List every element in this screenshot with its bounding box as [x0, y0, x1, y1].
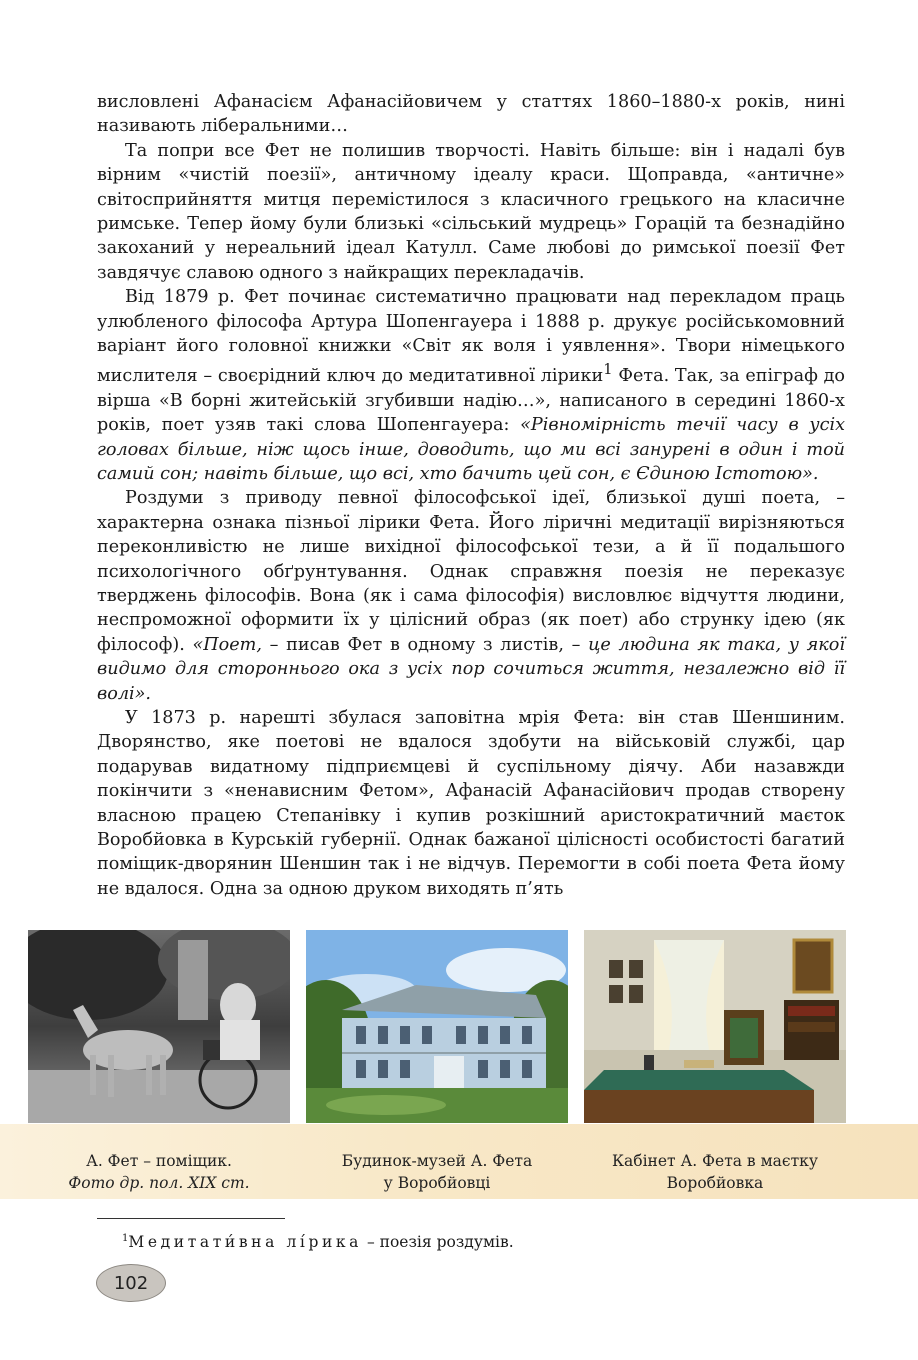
- caption-3: [584, 1150, 846, 1194]
- paragraph-3-text-b: Фета. Так, за епіграф до вірша «В борні житейській згубивши надію…», написаного в середині 1860-х років, поет узяв такі слова Шопенгауера:: [97, 366, 846, 436]
- fet-quote-end: це людина як така, у якої видимо для стороннього ока з усіх пор сочиться життя, незалежно від її волі».: [97, 634, 846, 704]
- footnote-divider: [97, 1218, 285, 1219]
- page-number-badge: [96, 1264, 166, 1302]
- caption-1: [28, 1150, 290, 1194]
- photo-museum-house: [306, 930, 568, 1123]
- paragraph-5: У 1873 р. нарешті збулася заповітна мрія Фета: він став Шеншиним. Дворянство, яке поетові не вдалося здобути на військовій службі, цар подарував видатному підприємцеві й суспільному діячу. Аби назавжди покінчити з «ненависним Фетом», Афанасій Афанасійович продав створену власною працею Степанівку і купив розкішний аристократичний маєток Воробйовка в Курській губернії. Однак бажаної цілісності особистості багатий поміщик-дворянин Шеншин так і не відчув. Перемогти в собі поета Фета йому не вдалося. Одна за одною друком виходять п’ять: [97, 708, 845, 899]
- footnote: [122, 1228, 514, 1253]
- body-text: [97, 90, 845, 901]
- paragraph-2: Та попри все Фет не полишив творчості. Навіть більше: він і надалі був вірним «чистій поезії», античному ідеалу краси. Щоправда, «античне» світосприйняття митця перемістилося з класичного грецького на класичне римське. Тепер йому були близькі «сільський мудрець» Горацій та безнадійно закоханий у нереальний ідеал Катулл. Саме любові до римської поезії Фет завдячує славою одного з найкращих перекладачів.: [97, 140, 845, 283]
- footnote-ref[interactable]: 1: [603, 361, 613, 379]
- caption-2: [306, 1150, 568, 1194]
- caption-1-line-1: А. Фет – поміщик.: [86, 1152, 232, 1170]
- caption-2-line-2: у Воробйовці: [383, 1174, 491, 1192]
- caption-3-line-1: Кабінет А. Фета в маєтку: [612, 1152, 818, 1170]
- paragraph-3-text-a: Від 1879 р. Фет починає систематично працювати над перекладом праць улюбленого філософа Артура Шопенгауера і 1888 р. друкує російськомовний варіант його головної книжки «Світ як воля і уявлення». Твори німецького мислителя – своєрідний ключ до медитативної лірики: [97, 287, 845, 387]
- paragraph-4-text-a: Роздуми з приводу певної філософської ідеї, близької душі поета, – характерна ознака пізньої лірики Фета. Його ліричні медитації вирізняються переконливістю не лише вихідної філософської тези, а й її подальшого психологічного обґрунтування. Однак справжня поезія не переказує тверджень філософів. Вона (як і сама філософія) висловлює відчуття людини, неспроможної оформити їх у цілісний образ (як поет) або струнку ідею (як філософ).: [97, 488, 845, 655]
- footnote-mark: 1: [122, 1233, 129, 1244]
- caption-1-line-2: Фото др. пол. XIX ст.: [68, 1174, 250, 1192]
- photo-fet-study: [584, 930, 846, 1123]
- paragraph-4: [97, 486, 845, 706]
- schopenhauer-quote: «Рівномірність течії часу в усіх головах більше, ніж щось інше, доводить, що ми всі занурені в один і той самий сон; навіть більше, що всі, хто бачить цей сон, є Єдиною Істотою».: [97, 415, 846, 484]
- caption-2-line-1: Будинок-музей А. Фета: [341, 1152, 533, 1170]
- fet-quote-start: «Поет,: [192, 634, 262, 655]
- footnote-definition: – поезія роздумів.: [362, 1233, 514, 1252]
- footnote-term: Медитати́вна лі́рика: [128, 1233, 363, 1252]
- paragraph-1: висловлені Афанасієм Афанасійовичем у статтях 1860–1880-х років, нині називають ліберальними…: [97, 92, 845, 137]
- paragraph-4-mid: – писав Фет в одному з листів, –: [261, 634, 589, 655]
- page-number: 102: [113, 1272, 149, 1294]
- photo-fet-landowner: [28, 930, 290, 1123]
- paragraph-3: [97, 285, 845, 486]
- caption-3-line-2: Воробйовка: [666, 1174, 764, 1192]
